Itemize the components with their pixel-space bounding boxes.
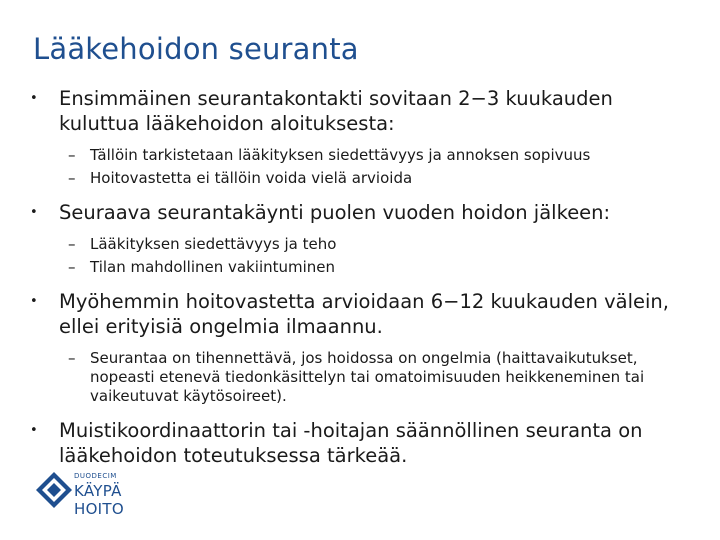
bullet-text: Seuraava seurantakäynti puolen vuoden hoidon jälkeen: (59, 201, 611, 224)
bullet-item (28, 289, 698, 339)
dash-marker: – (68, 258, 76, 276)
sub-bullet-item (28, 258, 698, 277)
sub-bullet-text: Lääkityksen siedettävyys ja teho (90, 235, 337, 253)
kaypa-hoito-logo (34, 470, 174, 518)
sub-bullet-text: Tällöin tarkistetaan lääkityksen siedettävyys ja annoksen sopivuus (90, 146, 591, 164)
logo-big-text: KÄYPÄ HOITO (74, 482, 124, 518)
sub-bullet-item (28, 169, 698, 188)
bullet-marker: • (30, 423, 38, 438)
sub-bullet-item (28, 235, 698, 254)
sub-bullet-list (28, 349, 698, 406)
dash-marker: – (68, 349, 76, 367)
bullet-item (28, 200, 698, 225)
diamond-logo-icon (34, 470, 74, 510)
dash-marker: – (68, 169, 76, 187)
slide-title: Lääkehoidon seuranta (33, 32, 359, 66)
sub-bullet-text: Seurantaa on tihennettävä, jos hoidossa on ongelmia (haittavaikutukset, nopeasti etenevä tiedonkäsittelyn tai omatoimisuuden heikkeneminen tai vaikeutuvat käytösoireet). (90, 349, 645, 405)
bullet-list (28, 86, 698, 480)
bullet-text: Myöhemmin hoitovastetta arvioidaan 6−12 kuukauden välein, ellei erityisiä ongelmia ilmaannu. (59, 290, 669, 338)
bullet-item (28, 418, 698, 468)
bullet-marker: • (30, 91, 38, 106)
bullet-marker: • (30, 294, 38, 309)
sub-bullet-text: Hoitovastetta ei tällöin voida vielä arvioida (90, 169, 413, 187)
sub-bullet-list (28, 146, 698, 188)
bullet-marker: • (30, 205, 38, 220)
bullet-item (28, 86, 698, 136)
dash-marker: – (68, 146, 76, 164)
bullet-text: Ensimmäinen seurantakontakti sovitaan 2−3 kuukauden kuluttua lääkehoidon aloituksesta: (59, 87, 613, 135)
sub-bullet-text: Tilan mahdollinen vakiintuminen (90, 258, 336, 276)
logo-small-text: DUODECIM (74, 472, 117, 480)
sub-bullet-item (28, 146, 698, 165)
sub-bullet-list (28, 235, 698, 277)
dash-marker: – (68, 235, 76, 253)
sub-bullet-item (28, 349, 698, 406)
bullet-text: Muistikoordinaattorin tai -hoitajan säännöllinen seuranta on lääkehoidon toteutuksessa tärkeää. (59, 419, 643, 467)
